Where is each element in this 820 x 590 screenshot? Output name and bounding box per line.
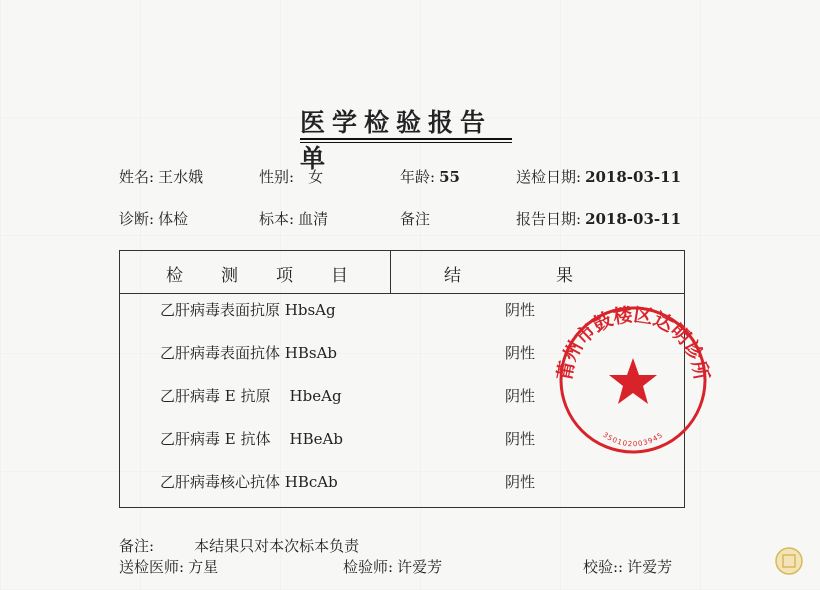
col-result-header: 结果 xyxy=(444,266,668,286)
header-divider xyxy=(390,251,391,293)
tester-label: 检验师: xyxy=(343,558,394,576)
test-item: 乙肝病毒 E 抗原 HbeAg xyxy=(160,387,342,405)
footer-note xyxy=(119,535,359,556)
name-label: 姓名: xyxy=(119,168,155,186)
note-label: 备注: xyxy=(119,537,155,555)
test-result: 阴性 xyxy=(505,301,536,319)
submit-date-value: 2018-03-11 xyxy=(585,168,682,186)
test-item: 乙肝病毒 E 抗体 HBeAb xyxy=(160,430,343,448)
test-result: 阴性 xyxy=(505,387,536,405)
watermark-logo-icon xyxy=(774,546,804,576)
test-result: 阴性 xyxy=(505,473,536,491)
remark-label: 备注 xyxy=(400,210,431,228)
test-result: 阴性 xyxy=(505,430,536,448)
diagnosis xyxy=(119,208,188,229)
age-value: 55 xyxy=(439,168,460,186)
test-result: 阴性 xyxy=(505,344,536,362)
checker xyxy=(583,556,672,577)
clinic-stamp xyxy=(548,300,718,465)
test-item: 乙肝病毒表面抗体 HBsAb xyxy=(160,344,338,362)
tester-value: 许爱芳 xyxy=(397,558,443,576)
age-label: 年龄: xyxy=(400,168,436,186)
stamp-number: 350102003945 xyxy=(601,430,665,449)
name-value: 王水娥 xyxy=(158,168,204,186)
note-value: 本结果只对本次标本负责 xyxy=(194,537,360,555)
doctor-label: 送检医师: xyxy=(119,558,185,576)
title-underline xyxy=(300,138,512,140)
report-date-label: 报告日期: xyxy=(516,210,582,228)
patient-name xyxy=(119,166,203,187)
checker-label: 校验:: xyxy=(583,558,624,576)
report-date-value: 2018-03-11 xyxy=(585,210,682,228)
table-header xyxy=(120,251,684,294)
submit-date xyxy=(516,166,681,187)
specimen xyxy=(259,208,328,229)
report-date xyxy=(516,208,681,229)
patient-age xyxy=(400,166,460,187)
submit-date-label: 送检日期: xyxy=(516,168,582,186)
submitting-doctor xyxy=(119,556,218,577)
diagnosis-value: 体检 xyxy=(158,210,189,228)
sex-value: 女 xyxy=(308,168,324,186)
stamp-star-icon xyxy=(609,358,657,404)
specimen-label: 标本: xyxy=(259,210,295,228)
table-row xyxy=(120,465,684,508)
specimen-value: 血清 xyxy=(298,210,329,228)
col-item-header: 检测项目 xyxy=(166,266,386,286)
checker-value: 许爱芳 xyxy=(627,558,673,576)
stamp-arc-text: 莆州市鼓楼区达明诊所 xyxy=(553,303,713,383)
remark xyxy=(400,208,430,229)
test-item: 乙肝病毒表面抗原 HbsAg xyxy=(160,301,336,319)
test-item: 乙肝病毒核心抗体 HBcAb xyxy=(160,473,338,491)
sex-label: 性别: xyxy=(259,168,295,186)
tester xyxy=(343,556,442,577)
diagnosis-label: 诊断: xyxy=(119,210,155,228)
report-title: 医学检验报告单 xyxy=(300,108,493,173)
doctor-value: 方星 xyxy=(188,558,219,576)
patient-sex xyxy=(259,166,323,187)
title-underline-2 xyxy=(300,142,512,143)
